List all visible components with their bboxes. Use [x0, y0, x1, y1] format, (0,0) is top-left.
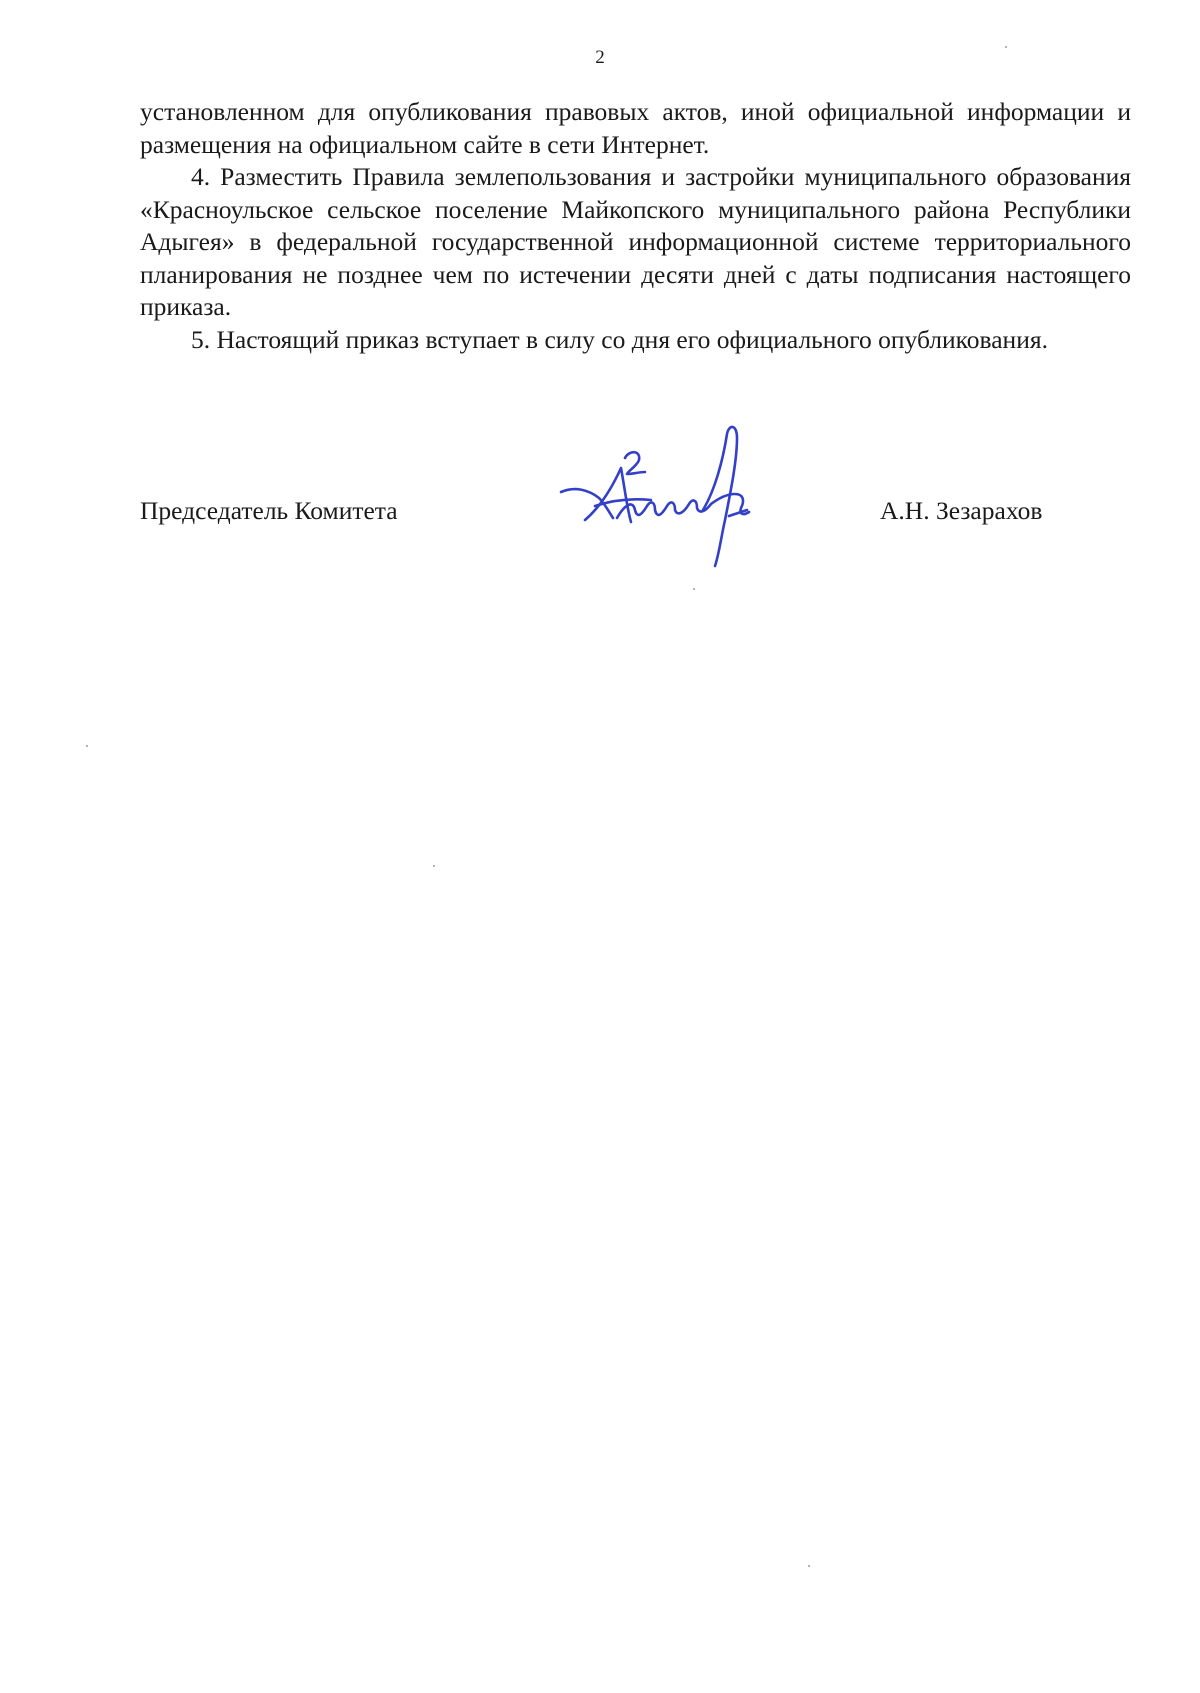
signature-block	[0, 420, 1200, 590]
scan-speck	[433, 865, 435, 867]
paragraph-item-5: 5. Настоящий приказ вступает в силу со дня его официального опубликования.	[191, 324, 1048, 354]
scan-speck	[1005, 46, 1007, 48]
signer-name: А.Н. Зезарахов	[880, 496, 1043, 525]
scan-speck	[693, 588, 695, 590]
page-number: 2	[595, 47, 605, 68]
scan-speck	[808, 1565, 810, 1567]
paragraph-item-4: 4. Разместить Правила землепользования и застройки муниципального образования «Красноульское сельское поселение Майкопского муниципального района Республики Адыгея» в федеральной государственной информационной системе территориального планирования не позднее чем по истечении десяти дней с даты подписания настоящего приказа.	[140, 162, 1131, 321]
signer-position: Председатель Комитета	[140, 496, 398, 525]
handwritten-signature	[555, 420, 785, 570]
document-body	[140, 96, 1131, 356]
scan-speck	[86, 745, 88, 747]
paragraph-continuation: установленном для опубликования правовых актов, иной официальной информации и размещения на официальном сайте в сети Интернет.	[140, 97, 1131, 159]
